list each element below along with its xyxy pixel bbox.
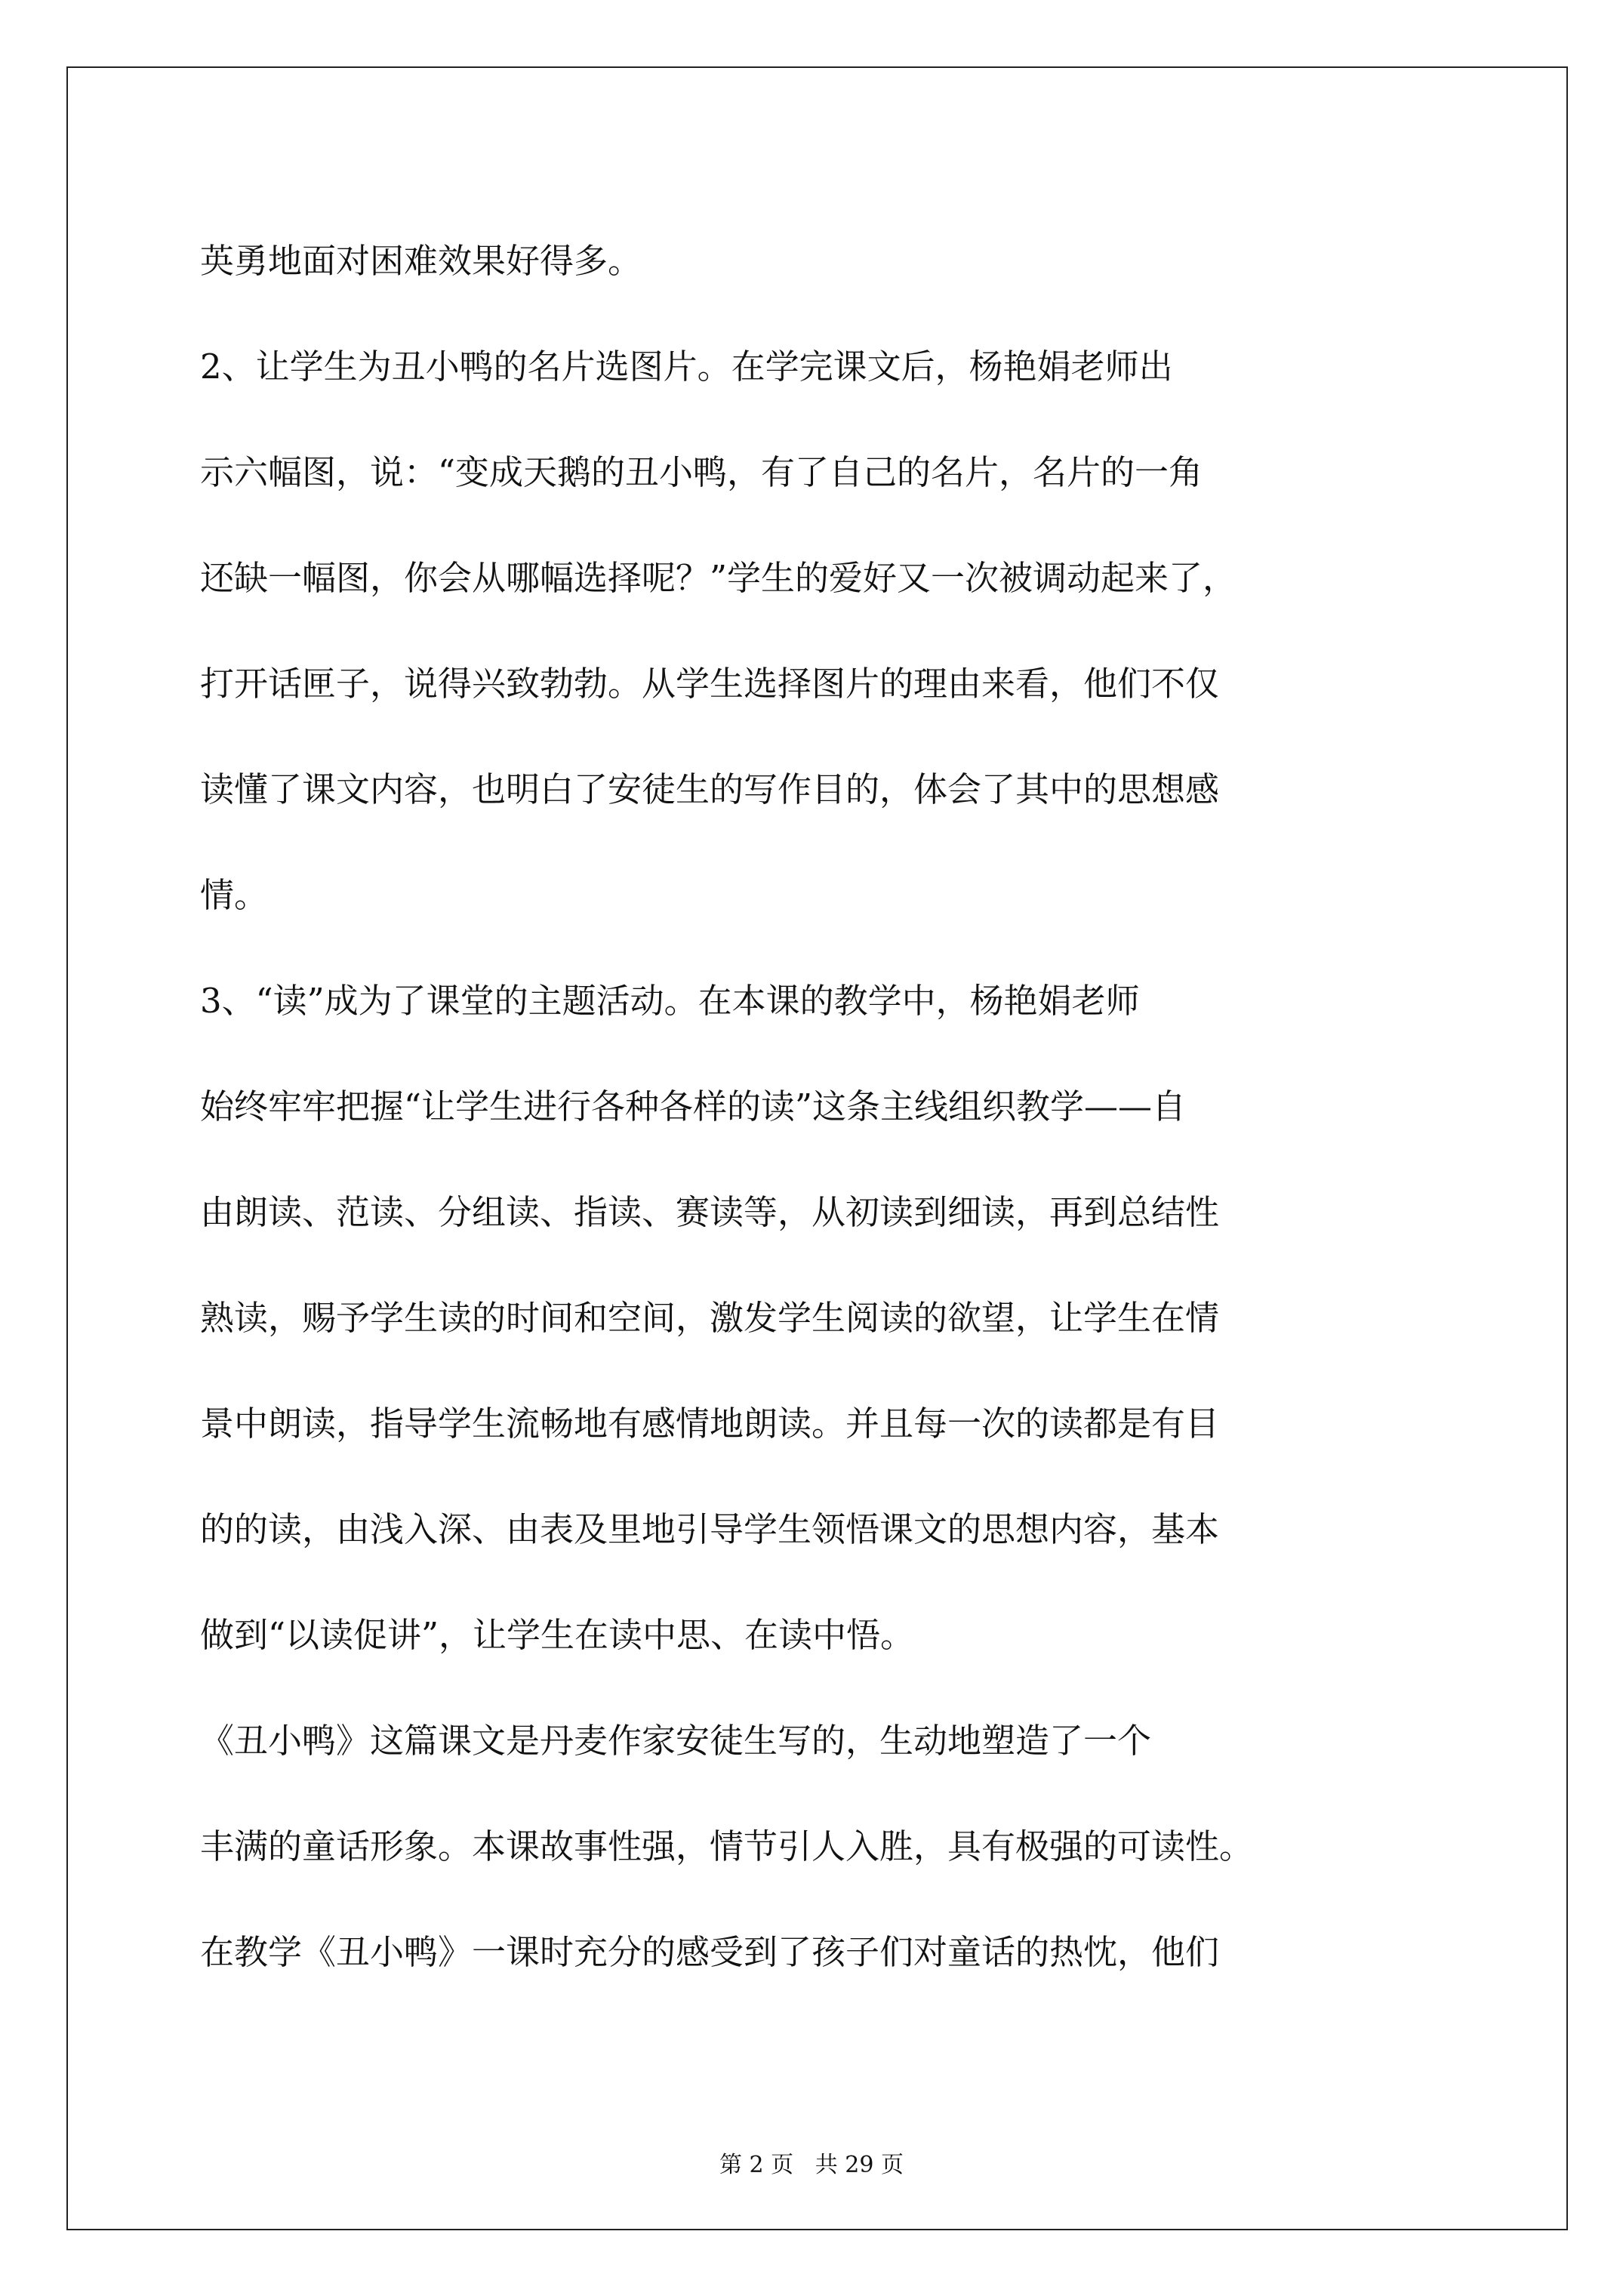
text-line: 熟读，赐予学生读的时间和空间，激发学生阅读的欲望，让学生在情 [200, 1298, 1220, 1338]
text-line: 英勇地面对困难效果好得多。 [200, 241, 642, 281]
text-line: 在教学《丑小鸭》一课时充分的感受到了孩子们对童话的热忱，他们 [200, 1932, 1220, 1972]
text-line: 还缺一幅图，你会从哪幅选择呢？”学生的爱好又一次被调动起来了， [200, 558, 1237, 598]
text-line: 丰满的童话形象。本课故事性强，情节引人入胜，具有极强的可读性。 [200, 1826, 1254, 1866]
text-line: 2、让学生为丑小鸭的名片选图片。在学完课文后，杨艳娟老师出 [200, 347, 1173, 387]
text-line: 3、“读”成为了课堂的主题活动。在本课的教学中，杨艳娟老师 [200, 981, 1140, 1021]
text-line: 始终牢牢把握“让学生进行各种各样的读”这条主线组织教学——自 [200, 1086, 1187, 1126]
text-line: 景中朗读，指导学生流畅地有感情地朗读。并且每一次的读都是有目 [200, 1404, 1220, 1444]
page-border [66, 66, 1568, 2230]
text-line: 《丑小鸭》这篇课文是丹麦作家安徒生写的，生动地塑造了一个 [200, 1721, 1152, 1761]
text-line: 打开话匣子，说得兴致勃勃。从学生选择图片的理由来看，他们不仅 [200, 664, 1220, 704]
page-number: 第 2 页 共 29 页 [719, 2152, 904, 2178]
text-line: 由朗读、范读、分组读、指读、赛读等，从初读到细读，再到总结性 [200, 1192, 1220, 1232]
text-line: 情。 [200, 875, 269, 915]
text-line: 做到“以读促讲”，让学生在读中思、在读中悟。 [200, 1615, 915, 1655]
text-line: 的的读，由浅入深、由表及里地引导学生领悟课文的思想内容，基本 [200, 1509, 1220, 1549]
text-line: 示六幅图，说：“变成天鹅的丑小鸭，有了自己的名片，名片的一角 [200, 452, 1203, 492]
text-line: 读懂了课文内容，也明白了安徒生的写作目的，体会了其中的思想感 [200, 769, 1220, 809]
